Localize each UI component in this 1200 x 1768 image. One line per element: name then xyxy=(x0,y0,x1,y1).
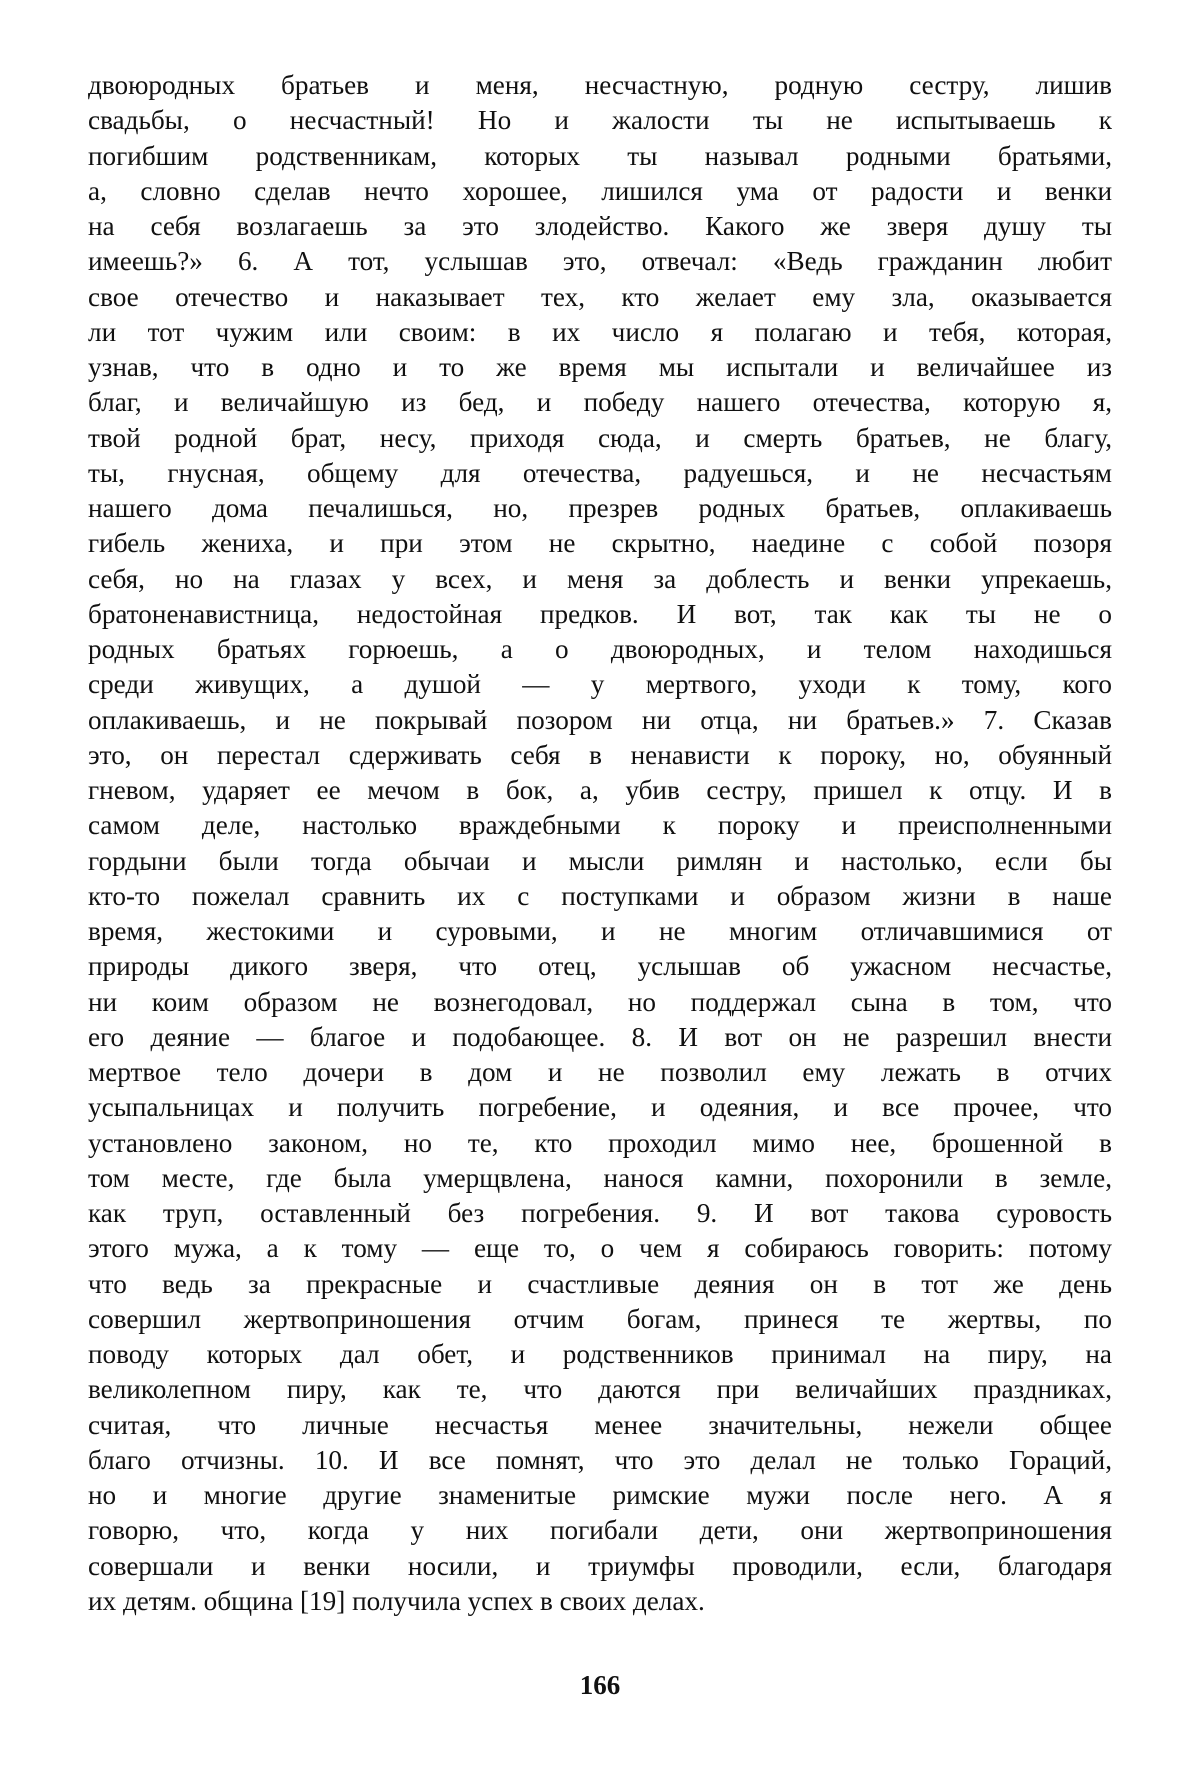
text-line: гневом, ударяет ее мечом в бок, а, убив сестру, пришел к отцу. И в xyxy=(88,775,1112,805)
text-line: усыпальницах и получить погребение, и одеяния, и все прочее, что xyxy=(88,1092,1112,1123)
text-line: двоюродных братьев и меня, несчастную, родную сестру, лишив xyxy=(88,70,1112,100)
text-line: нашего дома печалишься, но, презрев родных братьев, оплакиваешь xyxy=(88,493,1112,523)
text-line: оплакиваешь, и не покрывай позором ни отца, ни братьев.» 7. Сказав xyxy=(88,704,1112,735)
text-line: на себя возлагаешь за это злодейство. Какого же зверя душу ты xyxy=(88,211,1112,241)
text-line: ли тот чужим или своим: в их число я полагаю и тебя, которая, xyxy=(88,316,1112,347)
text-line: говорю, что, когда у них погибали дети, они жертвоприношения xyxy=(88,1515,1112,1546)
text-line: свадьбы, о несчастный! Но и жалости ты не испытываешь к xyxy=(88,105,1112,136)
text-line: узнав, что в одно и то же время мы испытали и величайшее из xyxy=(88,352,1112,382)
text-line: гибель жениха, и при этом не скрытно, наедине с собой позоря xyxy=(88,528,1112,559)
text-line: благо отчизны. 10. И все помнят, что это делал не только Гораций, xyxy=(88,1444,1112,1475)
text-line: погибшим родственникам, которых ты называл родными братьями, xyxy=(88,140,1112,171)
text-line: кто-то пожелал сравнить их с поступками и образом жизни в наше xyxy=(88,880,1112,911)
text-line: твой родной брат, несу, приходя сюда, и смерть братьев, не благу, xyxy=(88,422,1112,453)
text-line: природы дикого зверя, что отец, услышав об ужасном несчастье, xyxy=(88,951,1112,982)
text-line: имеешь?» 6. А тот, услышав это, отвечал: «Ведь гражданин любит xyxy=(88,246,1112,277)
text-line: гордыни были тогда обычаи и мысли римлян и настолько, если бы xyxy=(88,845,1112,876)
text-line: его деяние — благое и подобающее. 8. И вот он не разрешил внести xyxy=(88,1021,1112,1052)
text-line: это, он перестал сдерживать себя в ненависти к пороку, но, обуянный xyxy=(88,739,1112,770)
text-line: но и многие другие знаменитые римские мужи после него. А я xyxy=(88,1480,1112,1510)
body-text xyxy=(88,68,1112,1619)
text-line: этого мужа, а к тому — еще то, о чем я собираюсь говорить: потому xyxy=(88,1233,1112,1264)
text-line: благ, и величайшую из бед, и победу нашего отечества, которую я, xyxy=(88,387,1112,418)
text-line: братоненавистница, недостойная предков. И вот, так как ты не о xyxy=(88,598,1112,629)
text-line: поводу которых дал обет, и родственников принимал на пиру, на xyxy=(88,1339,1112,1369)
text-line: совершил жертвоприношения отчим богам, принеся те жертвы, по xyxy=(88,1303,1112,1334)
page-number: 166 xyxy=(579,1670,621,1700)
text-line: что ведь за прекрасные и счастливые деяния он в тот же день xyxy=(88,1268,1112,1299)
text-line: установлено законом, но те, кто проходил мимо нее, брошенной в xyxy=(88,1127,1112,1158)
text-line: великолепном пиру, как те, что даются при величайших праздниках, xyxy=(88,1374,1112,1405)
text-line: родных братьях горюешь, а о двоюродных, и телом находишься xyxy=(88,634,1112,664)
text-line: как труп, оставленный без погребения. 9. И вот такова суровость xyxy=(88,1198,1112,1228)
text-line: самом деле, настолько враждебными к пороку и преисполненными xyxy=(88,810,1112,841)
text-line: время, жестокими и суровыми, и не многим отличавшимися от xyxy=(88,916,1112,946)
text-line: ни коим образом не вознегодовал, но поддержал сына в том, что xyxy=(88,986,1112,1017)
text-line: себя, но на глазах у всех, и меня за доблесть и венки упрекаешь, xyxy=(88,563,1112,594)
text-line: свое отечество и наказывает тех, кто желает ему зла, оказывается xyxy=(88,281,1112,312)
text-line: а, словно сделав нечто хорошее, лишился ума от радости и венки xyxy=(88,175,1112,206)
text-line: том месте, где была умерщвлена, нанося камни, похоронили в земле, xyxy=(88,1162,1112,1193)
text-line: считая, что личные несчастья менее значительны, нежели общее xyxy=(88,1409,1112,1440)
text-line: их детям. община [19] получила успех в своих делах. xyxy=(88,1585,705,1616)
text-line: совершали и венки носили, и триумфы проводили, если, благодаря xyxy=(88,1550,1112,1581)
text-line: ты, гнусная, общему для отечества, радуешься, и не несчастьям xyxy=(88,457,1112,488)
text-line: мертвое тело дочери в дом и не позволил ему лежать в отчих xyxy=(88,1057,1112,1087)
text-line: среди живущих, а душой — у мертвого, уходи к тому, кого xyxy=(88,669,1112,700)
